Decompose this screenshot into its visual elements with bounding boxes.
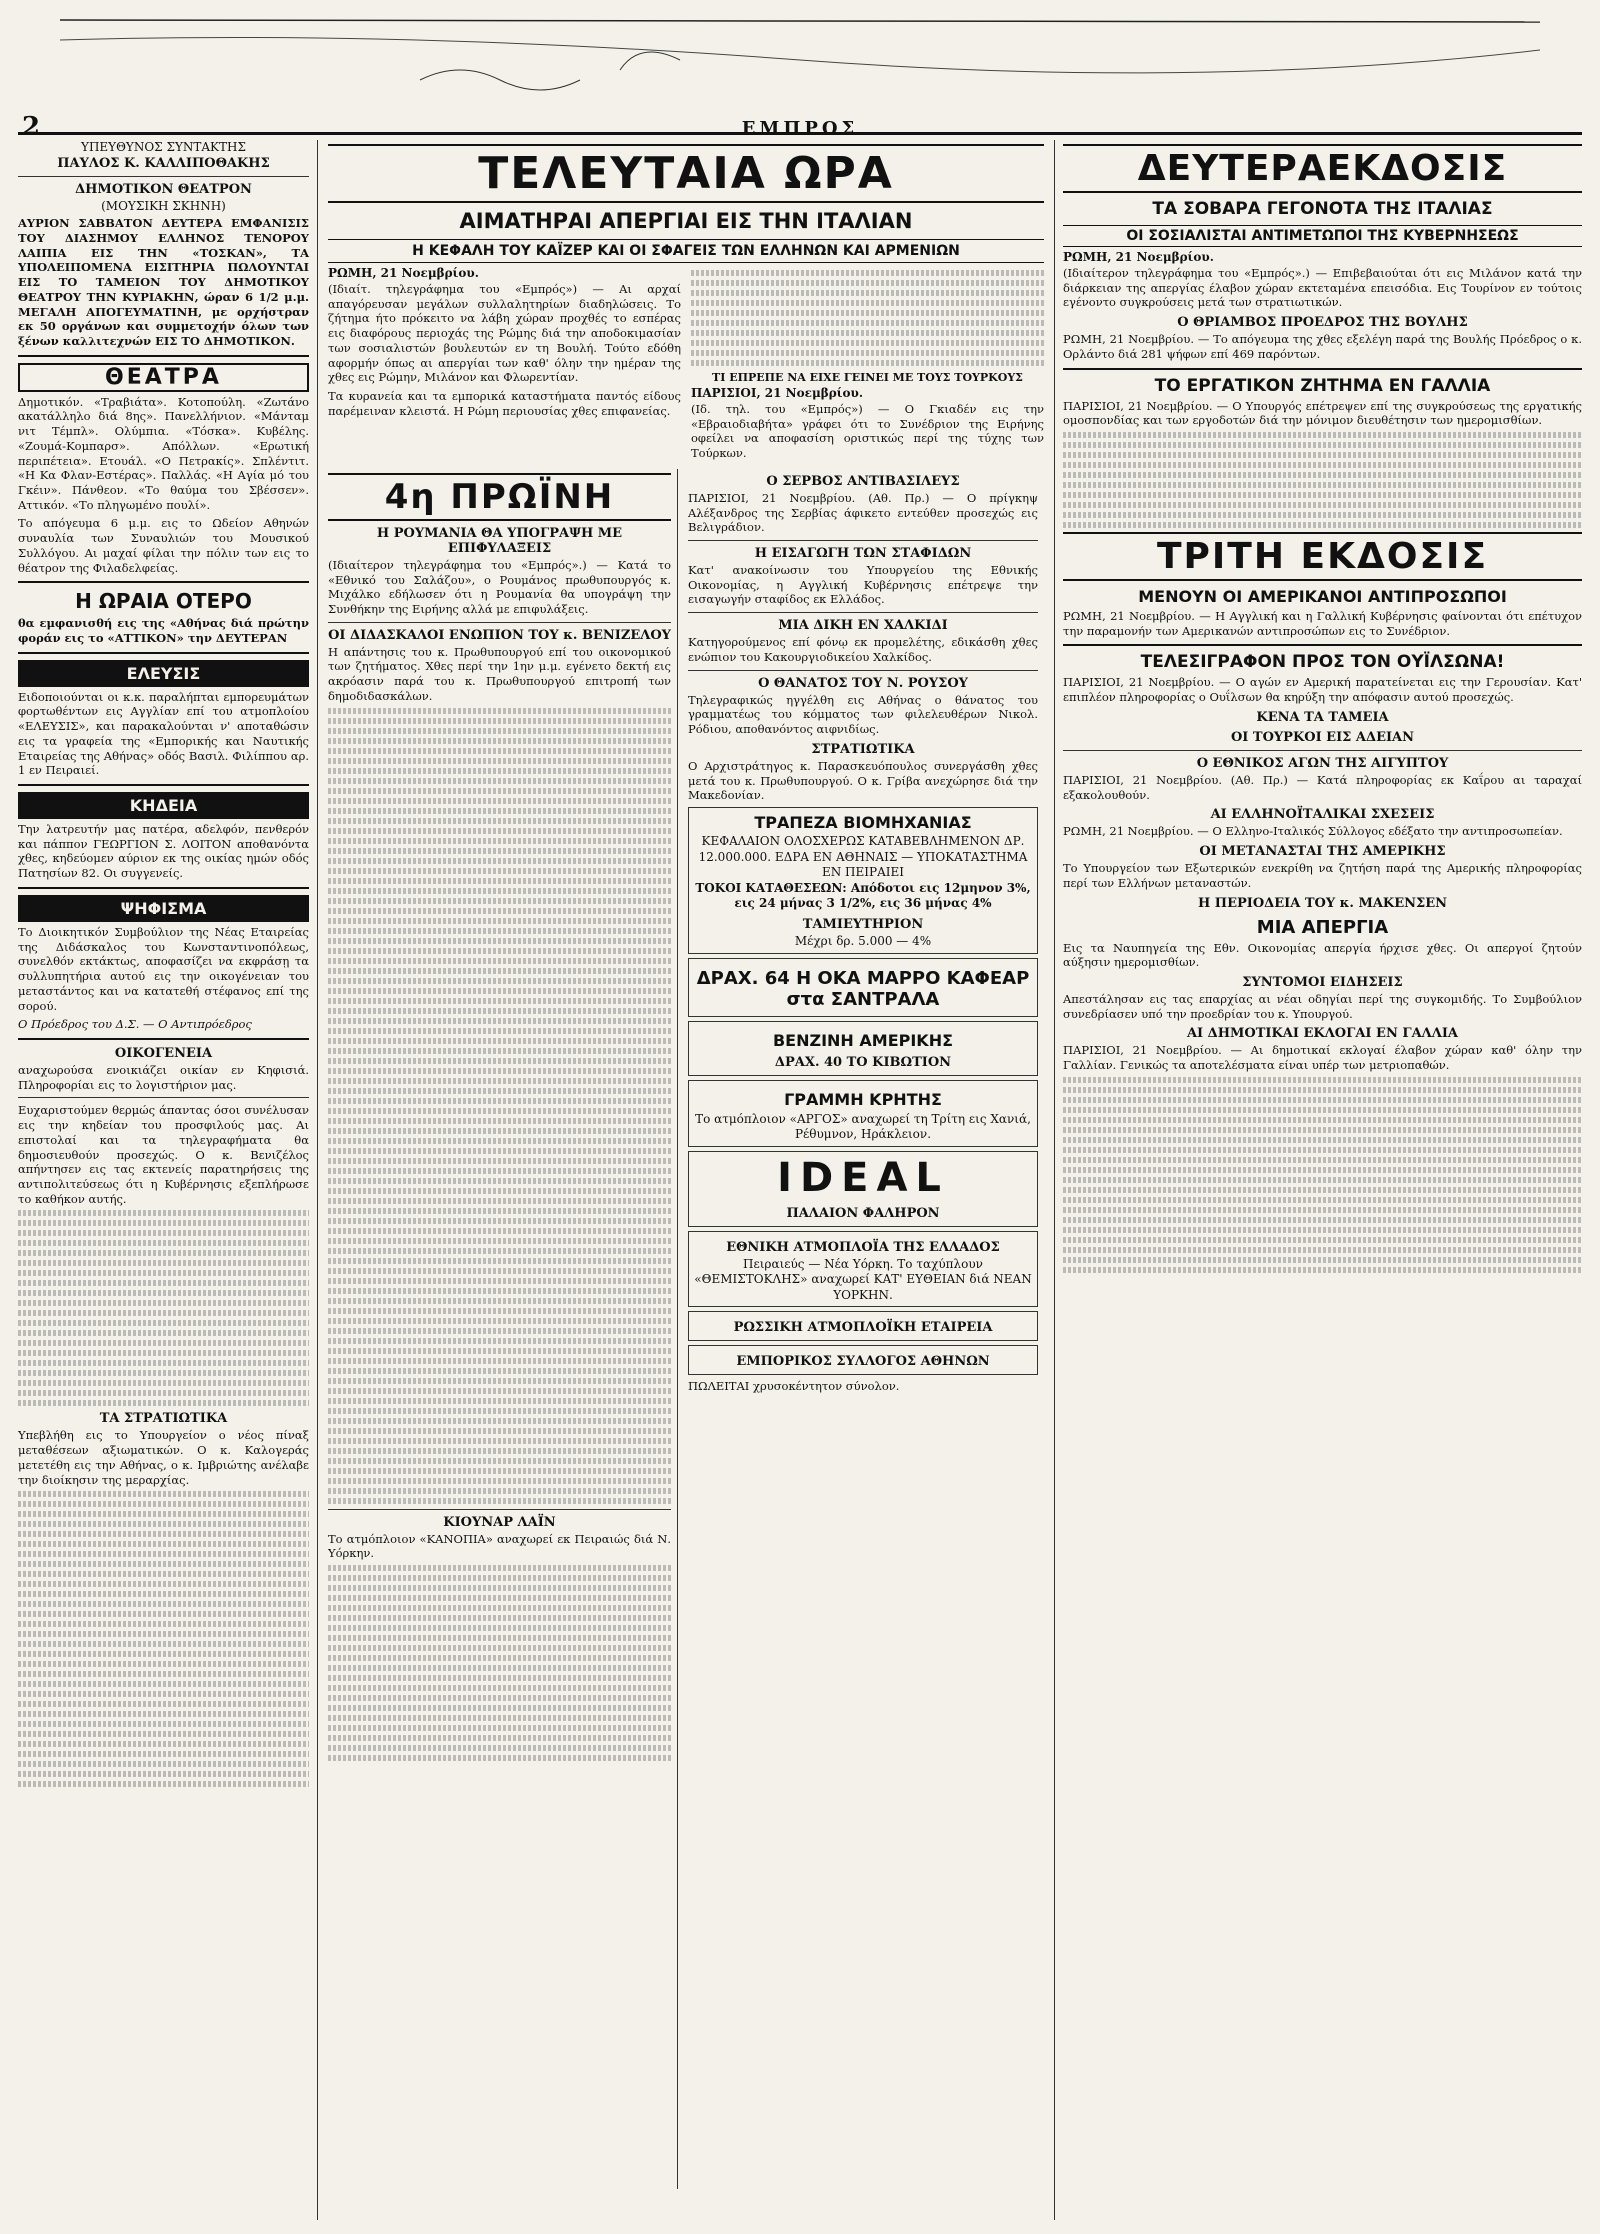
death-title: ΚΗΔΕΙΑ (18, 792, 309, 819)
labour-text: ΠΑΡΙΣΙΟΙ, 21 Νοεμβρίου. — Ο Υπουργός επέτρεψεν επί της συγκρούσεως της εργατικής ομοσπονδίας και των εργοδοτών διά την μόνιμον διευθέτησιν των ημερομισθίων. (1063, 398, 1582, 428)
crete-title: ΓΡΑΜΜΗ ΚΡΗΤΗΣ (784, 1089, 942, 1109)
otero-title: Η ΩΡΑΙΑ ΟΤΕΡΟ (75, 589, 252, 614)
vote-text: Το Διοικητικόν Συμβούλιον της Νέας Εταιρείας της Διδάσκαλος του Κωνσταντινοπόλεως, συνελθόν εκτάκτως, αποφασίζει να εκφράσῃ τα συλλυπητήρια αυτού εις την οικογένειαν του μεταστάντος και να κατατεθή στέφανος επί της σορού. (18, 924, 309, 1013)
headline-socialists: ΟΙ ΣΟΣΙΑΛΙΣΤΑΙ ΑΝΤΙΜΕΤΩΠΟΙ ΤΗΣ ΚΥΒΕΡΝΗΣΕΩΣ (1063, 225, 1582, 247)
family-text: αναχωρούσα ενοικιάζει οικίαν εν Κηφισιά. Πληροφορίαι εις το λογιστήριον μας. (18, 1062, 309, 1092)
vote-title: ΨΗΦΙΣΜΑ (18, 895, 309, 922)
text-block (328, 1565, 671, 1761)
otero-text: θα εμφανισθή εις της «Αθήνας διά πρώτην φοράν εις το «ΑΤΤΙΚΟΝ» την ΔΕΥΤΕΡΑΝ (18, 616, 309, 645)
banner-4th-edition: 4η ΠΡΩΪΝΗ (328, 473, 671, 521)
eleusis-text: Ειδοποιούνται οι κ.κ. παραλήπται εμπορευμάτων φορτωθέντων εις Αγγλίαν επί του ατμοπλοίου «ΕΛΕΥΣΙΣ», και παρακαλούνται ν' αποταθώσιν εις τα γραφεία της «Εμπορικής και Ναυτικής Εταιρείας της Αθήνας» οδός Βασιλ. Φιλίππου αρ. 1 εν Πειραιεί. (18, 689, 309, 778)
headline-wilson: ΤΕΛΕΣΙΓΡΑΦΟΝ ΠΡΟΣ ΤΟΝ ΟΥΪΛΣΩΝΑ! (1140, 652, 1505, 673)
headline-teachers: ΟΙ ΔΙΔΑΣΚΑΛΟΙ ΕΝΩΠΙΟΝ ΤΟΥ κ. ΒΕΝΙΖΕΛΟΥ (328, 627, 671, 643)
page-number: 2 (22, 112, 41, 142)
russian-title: ΡΩΣΣΙΚΗ ΑΤΜΟΠΛΟΪΚΗ ΕΤΑΙΡΕΙΑ (733, 1320, 993, 1336)
headline-kiounar: ΚΙΟΥΝΑΡ ΛΑΪΝ (443, 1514, 556, 1530)
headline-president: Ο ΘΡΙΑΜΒΟΣ ΠΡΟΕΔΡΟΣ ΤΗΣ ΒΟΥΛΗΣ (1177, 315, 1468, 331)
elections-text: ΠΑΡΙΣΙΟΙ, 21 Νοεμβρίου. — Αι δημοτικαί εκλογαί έλαβον χώραν καθ' όλην την Γαλλίαν. Γενικώς τα αποτελέσματα είναι υπέρ των μετριοπαθών. (1063, 1043, 1582, 1073)
ideal-ad (688, 1151, 1038, 1227)
headline-italo-greek: ΑΙ ΕΛΛΗΝΟΪΤΑΛΙΚΑΙ ΣΧΕΣΕΙΣ (1210, 807, 1435, 823)
paris-dateline: ΠΑΡΙΣΙΟΙ, 21 Νοεμβρίου. (691, 386, 863, 400)
rome-text-2: Τα κυρανεία και τα εμπορικά καταστήματα παντός είδους παρέμειναν κλειστά. Η Ρώμη περιουσίας χθες επιφανείας. (328, 389, 681, 418)
headline-funds: ΚΕΝΑ ΤΑ ΤΑΜΕΙΑ (1256, 709, 1389, 725)
headline-strike: ΜΙΑ ΑΠΕΡΓΙΑ (1256, 916, 1389, 938)
theatres-title: ΘΕΑΤΡΑ (18, 363, 309, 392)
commerce-ad (688, 1345, 1038, 1375)
wilson-text: ΠΑΡΙΣΙΟΙ, 21 Νοεμβρίου. — Ο αγών εν Αμερική παρατείνεται εις την Γερουσίαν. Κατ' επιπλέον πληροφορίας ο Ουΐλσων θα κηρύξη την απόφασιν αυτού προσεχώς. (1063, 675, 1582, 705)
column-right (1054, 140, 1582, 2220)
coffee-text: ΔΡΑΧ. 64 Η ΟΚΑ ΜΑΡΡΟ ΚΑΦΕΑΡ στα ΣΑΝΤΡΑΛΑ (696, 967, 1030, 1010)
headline-americans: ΜΕΝΟΥΝ ΟΙ ΑΜΕΡΙΚΑΝΟΙ ΑΝΤΙΠΡΟΣΩΠΟΙ (1138, 587, 1507, 607)
trial-text: Κατηγορούμενος επί φόνῳ εκ προμελέτης, εδικάσθη χθες ενώπιον του Κακουργιοδικείου Χαλκίδος. (688, 635, 1038, 664)
editor-name: ΠΑΥΛΟΣ Κ. ΚΑΛΛΙΠΟΘΑΚΗΣ (57, 155, 270, 171)
steamship-ad (688, 1231, 1038, 1308)
headline-migrants: ΟΙ ΜΕΤΑΝΑΣΤΑΙ ΤΗΣ ΑΜΕΡΙΚΗΣ (1199, 844, 1446, 860)
theatres-text: Δημοτικόν. «Τραβιάτα». Κοτοπούλη. «Ζωτάνο ακατάλληλο διά 8ης». Πανελλήνιον. «Μάνταμ νιτ Τέμπλ». Ολύμπια. «Τόσκα». Κυβέλης. «Ζουμά-Κομπαρσ». Απόλλων. «Ερωτική περιπέτεια». Ετουάλ. «Ο Πετρακίς». Σπλέντιτ. «Η Κα Φλαν-Εστέρας». Παλλάς. «Η Αγία μό του Γκέιν». Πάνθεον. «Το θαύμα του Σβέσσεν». Αττικόν. «Το πληγωμένο πουλί». (18, 394, 309, 512)
steamship-text: Πειραιεύς — Νέα Υόρκη. Το ταχύπλουν «ΘΕΜΙΣΤΟΚΛΗΣ» αναχωρεί ΚΑΤ' ΕΥΘΕΙΑΝ διά ΝΕΑΝ ΥΟΡΚΗΝ. (694, 1256, 1032, 1302)
theatre-text: ΑΥΡΙΟΝ ΣΑΒΒΑΤΟΝ ΔΕΥΤΕΡΑ ΕΜΦΑΝΙΣΙΣ ΤΟΥ ΔΙΑΣΗΜΟΥ ΕΛΛΗΝΟΣ ΤΕΝΟΡΟΥ ΛΑΙΠΙΑ ΕΙΣ ΤΗΝ «ΤΟΣΚΑΝ», ΤΑ ΥΠΟΛΕΙΠΟΜΕΝΑ ΕΙΣΙΤΗΡΙΑ ΠΩΛΟΥΝΤΑΙ ΕΙΣ ΤΟ ΤΑΜΕΙΟΝ ΤΟΥ ΔΗΜΟΤΙΚΟΥ ΘΕΑΤΡΟΥ ΤΗΝ ΚΥΡΙΑΚΗΝ, ώραν 6 1/2 μ.μ. ΜΕΓΑΛΗ ΑΠΟΓΕΥΜΑΤΙΝΗ, με ορχήστραν εκ 50 οργάνων και συμμετοχήν όλων των ξένων καλλιτεχνών ΕΙΣ ΤΟ ΔΗΜΟΤΙΚΟΝ. (18, 216, 309, 348)
headline-military: ΣΤΡΑΤΙΩΤΙΚΑ (811, 741, 915, 757)
headline-italy-strikes: ΑΙΜΑΤΗΡΑΙ ΑΠΕΡΓΙΑΙ ΕΙΣ ΤΗΝ ΙΤΑΛΙΑΝ (459, 209, 913, 233)
rome-dateline: ΡΩΜΗ, 21 Νοεμβρίου. (328, 266, 479, 280)
headline-trial: ΜΙΑ ΔΙΚΗ ΕΝ ΧΑΛΚΙΔΙ (778, 618, 948, 634)
kiounar-text: Το ατμόπλοιον «ΚΑΝΟΠΙΑ» αναχωρεί εκ Πειραιώς διά Ν. Υόρκην. (328, 1531, 671, 1561)
eleusis-title: ΕΛΕΥΣΙΣ (18, 660, 309, 687)
crete-ad (688, 1080, 1038, 1147)
savings-title: ΤΑΜΙΕΥΤΗΡΙΟΝ (802, 916, 924, 932)
italo-greek-text: ΡΩΜΗ, 21 Νοεμβρίου. — Ο Ελληνο-Ιταλικός Σύλλογος εδέξατο την αντιπροσωπείαν. (1063, 824, 1563, 839)
headline-egypt: Ο ΕΘΝΙΚΟΣ ΑΓΩΝ ΤΗΣ ΑΙΓΥΠΤΟΥ (1196, 755, 1449, 771)
masthead (0, 0, 1600, 142)
rome-dateline-2: ΡΩΜΗ, 21 Νοεμβρίου. (1063, 250, 1214, 264)
sold-text: ΠΩΛΕΙΤΑΙ χρυσοκέντητον σύνολον. (688, 1379, 900, 1394)
headline-serb: Ο ΣΕΡΒΟΣ ΑΝΤΙΒΑΣΙΛΕΥΣ (766, 473, 960, 489)
benzine-price: ΔΡΑΧ. 40 ΤΟ ΚΙΒΩΤΙΟΝ (774, 1054, 952, 1070)
top-decoration (0, 0, 1600, 110)
commerce-title: ΕΜΠΟΡΙΚΟΣ ΣΥΛΛΟΓΟΣ ΑΘΗΝΩΝ (736, 1354, 990, 1370)
headline-death-rousos: Ο ΘΑΝΑΤΟΣ ΤΟΥ Ν. ΡΟΥΣΟΥ (758, 675, 968, 691)
rome-text: (Ιδιαίτ. τηλεγράφημα του «Εμπρός») — Αι αρχαί απαγόρευσαν μεγάλων συλλαλητηρίων διαδηλώσεις. Το ζήτημα ήτο πρόκειτο να λάβη χώραν προχθές το εσπέρας εις διαφόρους περιοχάς της Ρώμης διά την αποδοκιμασίαν των σοσιαλιστών βουλευτών εν τη Βουλή. Τούτο εδόθη αφορμήν όπως αι απεργίαι των καθ' όλην την ημέραν της χθες εις Ρώμην, Μιλάνον και Φλωρεντίαν. (328, 282, 681, 385)
strike-text: Εις τα Ναυπηγεία της Εθν. Οικονομίας απεργία ήρχισε χθες. Οι απεργοί ζητούν αύξησιν ημερομισθίων. (1063, 940, 1582, 970)
banner-last-hour: ΤΕΛΕΥΤΑΙΑ ΩΡΑ (328, 144, 1044, 203)
theatre-subtitle: (ΜΟΥΣΙΚΗ ΣΚΗΝΗ) (101, 198, 226, 213)
text-block (18, 1210, 309, 1406)
column-center (328, 140, 1044, 2220)
headline-elections: ΑΙ ΔΗΜΟΤΙΚΑΙ ΕΚΛΟΓΑΙ ΕΝ ΓΑΛΛΙΑ (1186, 1026, 1459, 1042)
short-news-text: Απεστάλησαν εις τας επαρχίας αι νέαι οδηγίαι περί της συγκομιδής. Το Συμβούλιον συνεδρίασεν υπό την προεδρίαν του κ. Υπουργού. (1063, 991, 1582, 1021)
americans-text: ΡΩΜΗ, 21 Νοεμβρίου. — Η Αγγλική και η Γαλλική Κυβέρνησις φαίνονται ότι επέτυχον την παραμονήν των Αμερικανών αντιπροσώπων εις το Συνέδριον. (1063, 609, 1582, 638)
family-title: ΟΙΚΟΓΕΝΕΙΑ (114, 1045, 213, 1061)
headline-romania: Η ΡΟΥΜΑΝΙΑ ΘΑ ΥΠΟΓΡΑΨΗ ΜΕ ΕΠΙΦΥΛΑΞΕΙΣ (376, 525, 623, 556)
bank-rates: ΤΟΚΟΙ ΚΑΤΑΘΕΣΕΩΝ: Απόδοτοι εις 12μηνον 3%, εις 24 μήνας 3 1/2%, εις 36 μήνας 4% (695, 880, 1031, 911)
thanks-text: Ευχαριστούμεν θερμώς άπαντας όσοι συνέλυσαν εις την κηδείαν του προσφιλούς μας. Αι επιστολαί και τα τηλεγραφήματα θα δημοσιευθούν προσεχώς. Ο κ. Βενιζέλος απήντησεν εις τας εκτενείς παρατηρήσεις της αντιπολιτεύσεως ότι η Κυβέρνησις εξεπλήρωσε το καθήκον αυτής. (18, 1103, 309, 1206)
death-text: Την λατρευτήν μας πατέρα, αδελφόν, πενθερόν και πάππον ΓΕΩΡΓΙΟΝ Σ. ΛΟΙΤΟΝ αποθανόντα χθες, κηδεύομεν αύριον εκ της οικίας ημών οδός Πατησίων 82. Οι συγγενείς. (18, 822, 309, 881)
romania-text: (Ιδιαίτερον τηλεγράφημα του «Εμπρός».) — Κατά το «Εθνικό του Σαλάζου», ο Ρουμάνος πρωθυπουργός κ. Μιχάλκο εδήλωσεν ότι η Ρουμανία θα υπογράψη την Συνθήκην της Ειρήνης αλλά με επιφυλάξεις. (328, 557, 671, 617)
military-text: Ο Αρχιστράτηγος κ. Παρασκευόπουλος συνεργάσθη χθες μετά του κ. Πρωθυπουργού. Ο κ. Γρίβα ανεχώρησε διά την Μακεδονίαν. (688, 758, 1038, 803)
headline-import: Η ΕΙΣΑΓΩΓΗ ΤΩΝ ΣΤΑΦΙΔΩΝ (754, 546, 972, 562)
paper-name: ΕΜΠΡΟΣ (741, 118, 859, 139)
text-block (1063, 432, 1582, 528)
headline-turks-leave: ΟΙ ΤΟΥΡΚΟΙ ΕΙΣ ΑΔΕΙΑΝ (1230, 729, 1415, 745)
bank-text: ΚΕΦΑΛΑΙΟΝ ΟΛΟΣΧΕΡΩΣ ΚΑΤΑΒΕΒΛΗΜΕΝΟΝ ΔΡ. 12.000.000. ΕΔΡΑ ΕΝ ΑΘΗΝΑΙΣ — ΥΠΟΚΑΤΑΣΤΗΜΑ ΕΝ ΠΕΙΡΑΙΕΙ (698, 833, 1028, 880)
text-block (691, 270, 1044, 366)
benzine-ad (688, 1021, 1038, 1076)
headline-short-news: ΣΥΝΤΟΜΟΙ ΕΙΔΗΣΕΙΣ (1242, 974, 1403, 990)
banner-second-edition: ΔΕΥΤΕΡΑΕΚΔΟΣΙΣ (1063, 144, 1582, 193)
steamship-title: ΕΘΝΙΚΗ ΑΤΜΟΠΛΟΪΑ ΤΗΣ ΕΛΛΑΔΟΣ (726, 1239, 1000, 1255)
benzine-title: ΒΕΝΖΙΝΗ ΑΜΕΡΙΚΗΣ (772, 1030, 954, 1050)
migrants-text: Το Υπουργείον των Εξωτερικών ενεκρίθη να ζητήση παρά της Αμερικής πληροφορίας περί των Ελλήνων μεταναστών. (1063, 861, 1582, 890)
column-left (18, 140, 318, 2220)
teachers-text: Η απάντησις του κ. Πρωθυπουργού επί του οικονομικού των ζητήματος. Χθες περί την 1ην μ.μ. εγένετο δεκτή εις ακρόασιν παρά του κ. Πρωθυπουργού επιτροπή των δημοδιδασκάλων. (328, 644, 671, 703)
paris-text: (Ιδ. τηλ. του «Εμπρός») — Ο Γκιαδέν εις την «Εβραιοδιαβήτα» γράφει ότι το Συνέδριον της Ειρήνης οφείλει να αποφασίση οριστικώς περί της τύχης των Τούρκων. (691, 402, 1044, 461)
theatre-title: ΔΗΜΟΤΙΚΟΝ ΘΕΑΤΡΟΝ (75, 181, 252, 197)
rome-text-2nd: (Ιδιαίτερον τηλεγράφημα του «Εμπρός».) — Επιβεβαιούται ότι εις Μιλάνον κατά την διάρκειαν της απεργίας έλαβον χώραν εκτεταμένα επεισόδια. Εις Τουρίνον εν τούτοις εγένοντο συγκρούσεις μετά των στρατιωτικών. (1063, 266, 1582, 310)
theatres-note: Το απόγευμα 6 μ.μ. εις το Ωδείον Αθηνών συναυλία των Συναυλιών του Μουσικού Συλλόγου. Αι μαχαί φίλαι την πόλιν των εις το θέατρον της Φιλαδελφείας. (18, 516, 309, 575)
masthead-rule (18, 132, 1582, 135)
serb-text: ΠΑΡΙΣΙΟΙ, 21 Νοεμβρίου. (Αθ. Πρ.) — Ο πρίγκηψ Αλέξανδρος της Σερβίας άφικετο εντεύθεν προσεχώς εις Βελιγράδιον. (688, 490, 1038, 535)
soldiers-text: Υπεβλήθη εις το Υπουργείον ο νέος πίναξ μεταθέσεων αξιωματικών. Ο κ. Καλογεράς μετετέθη εις την Αθήνας, ο κ. Ιμβριώτης ανέλαβε την διοίκησιν της μεραρχίας. (18, 1428, 309, 1487)
death-rousos-text: Τηλεγραφικώς ηγγέλθη εις Αθήνας ο θάνατος του γραμματέως του κόμματος των φιλελευθέρων Νικολ. Ρόδιου, αποθανόντος αιφνιδίως. (688, 692, 1038, 737)
headline-labour: ΤΟ ΕΡΓΑΤΙΚΟΝ ΖΗΤΗΜΑ ΕΝ ΓΑΛΛΙΑ (1154, 375, 1491, 396)
crete-text: Το ατμόπλοιον «ΑΡΓΟΣ» αναχωρεί τη Τρίτη εις Χανιά, Ρέθυμνον, Ηράκλειον. (695, 1111, 1031, 1142)
editor-label: ΥΠΕΥΘΥΝΟΣ ΣΥΝΤΑΚΤΗΣ (81, 140, 246, 154)
text-block (1063, 1077, 1582, 1273)
headline-italy-events: ΤΑ ΣΟΒΑΡΑ ΓΕΓΟΝΟΤΑ ΤΗΣ ΙΤΑΛΙΑΣ (1152, 199, 1493, 219)
ideal-subtitle: ΠΑΛΑΙΟΝ ΦΑΛΗΡΟΝ (786, 1205, 940, 1221)
headline-macedonia: Η ΠΕΡΙΟΔΕΙΑ ΤΟΥ κ. ΜΑΚΕΝΣΕΝ (1197, 895, 1447, 911)
president-text: ΡΩΜΗ, 21 Νοεμβρίου. — Το απόγευμα της χθες εξελέγη παρά της Βουλής Πρόεδρος ο κ. Ορλάντο διά 281 ψήφων επί 469 παρόντων. (1063, 332, 1582, 361)
headline-kaiser: Η ΚΕΦΑΛΗ ΤΟΥ ΚΑΪΖΕΡ ΚΑΙ ΟΙ ΣΦΑΓΕΙΣ ΤΩΝ ΕΛΛΗΝΩΝ ΚΑΙ ΑΡΜΕΝΙΩΝ (328, 239, 1044, 263)
egypt-text: ΠΑΡΙΣΙΟΙ, 21 Νοεμβρίου. (Αθ. Πρ.) — Κατά πληροφορίας εκ Καΐρου αι ταραχαί εξακολουθούν. (1063, 772, 1582, 802)
ideal-name: IDEAL (777, 1154, 949, 1201)
coffee-ad (688, 958, 1038, 1017)
banner-third-edition: ΤΡΙΤΗ ΕΚΔΟΣΙΣ (1063, 532, 1582, 581)
savings-text: Μέχρι δρ. 5.000 — 4% (794, 933, 932, 948)
text-block (18, 1491, 309, 1787)
russian-ad (688, 1311, 1038, 1341)
sub-headline-turks: ΤΙ ΕΠΡΕΠΕ ΝΑ ΕΙΧΕ ΓΕΙΝΕΙ ΜΕ ΤΟΥΣ ΤΟΥΡΚΟΥΣ (712, 371, 1023, 384)
text-block (328, 708, 671, 1504)
soldiers-title: ΤΑ ΣΤΡΑΤΙΩΤΙΚΑ (99, 1411, 228, 1427)
bank-ad (688, 807, 1038, 954)
bank-title: ΤΡΑΠΕΖΑ ΒΙΟΜΗΧΑΝΙΑΣ (754, 812, 972, 832)
vote-signature: Ο Πρόεδρος του Δ.Σ. — Ο Αντιπρόεδρος (18, 1017, 252, 1032)
import-text: Κατ' ανακοίνωσιν του Υπουργείου της Εθνικής Οικονομίας, η Αγγλική Κυβέρνησις επέτρεψε την εισαγωγήν σταφίδος εκ Ελλάδος. (688, 563, 1038, 607)
